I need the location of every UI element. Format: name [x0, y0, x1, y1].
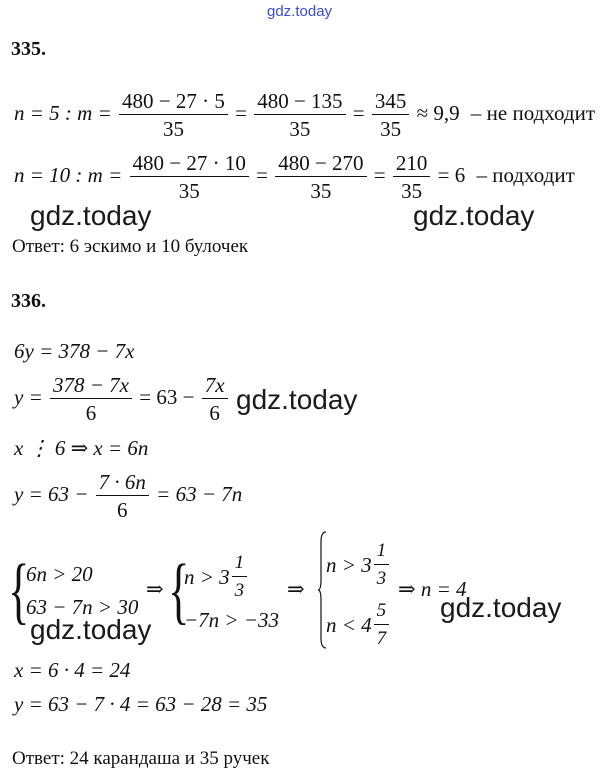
eq4-fraction	[96, 471, 149, 521]
system-2-brace: {	[168, 550, 190, 632]
eq2-fraction-2	[202, 374, 228, 424]
line2-fraction-2	[275, 152, 366, 202]
task-335-line-1: n = 5 : m = $\frac{480 - 27 \cdot 5}{35}$ = $\frac{480 - 135}{35}$ = $\frac{345}{35}$ ≈ 9,9 – не подходит	[14, 89, 595, 141]
system-2-row-2: −7n > −33	[184, 608, 280, 632]
system2-row1-fraction	[232, 552, 248, 602]
line1-tail: ≈ 9,9	[416, 100, 460, 125]
watermark-2: gdz.today	[413, 200, 535, 231]
fraction-numerator: 480 − 27 · 10	[130, 152, 249, 177]
fraction-denominator: 35	[178, 179, 200, 203]
fraction-denominator: 7	[376, 628, 387, 649]
arrow-2: ⇒	[287, 577, 305, 601]
eq2-mid: = 63 −	[139, 384, 195, 409]
line2-lhs: n = 10 : m =	[14, 162, 123, 187]
task-336-eq-2	[14, 374, 230, 424]
fraction-numerator: 480 − 27 · 5	[119, 90, 228, 115]
fraction-denominator: 6	[85, 401, 97, 425]
watermark-1: gdz.today	[30, 200, 152, 231]
system2-row1-pre: n > 3	[184, 565, 230, 589]
eq2-fraction-1	[50, 374, 132, 424]
line1-fraction-2	[254, 90, 345, 140]
line2-comment: – подходит	[476, 162, 575, 187]
line1-comment: – не подходит	[470, 100, 595, 125]
fraction-denominator: 35	[380, 117, 402, 141]
fraction-denominator: 3	[234, 580, 245, 601]
line2-tail: = 6	[437, 162, 466, 187]
eq4-lhs: y = 63 −	[14, 481, 89, 506]
eq2-lhs: y =	[14, 384, 43, 409]
fraction-denominator: 35	[401, 179, 423, 203]
fraction-numerator: 378 − 7x	[50, 374, 132, 399]
fraction-numerator: 1	[374, 540, 390, 565]
system-1-row-1: 6n > 20	[26, 562, 93, 586]
fraction-denominator: 6	[117, 498, 128, 522]
fraction-numerator: 480 − 270	[275, 152, 366, 177]
watermark-5: gdz.today	[30, 614, 152, 645]
watermark-4: gdz.today	[440, 592, 562, 623]
system-result: ⇒ n = 4	[398, 577, 467, 601]
task-335-number: 335.	[11, 38, 46, 60]
eq4-tail: = 63 − 7n	[156, 481, 243, 506]
system3-row1-fraction	[374, 540, 390, 590]
system-2-row-1	[184, 552, 249, 602]
fraction-denominator: 35	[162, 117, 184, 141]
fraction-denominator: 35	[310, 179, 332, 203]
fraction-numerator: 345	[372, 90, 410, 115]
task-336-eq-1: 6y = 378 − 7x	[14, 339, 135, 363]
watermark-3: gdz.today	[236, 384, 358, 415]
task-336-eq-6: y = 63 − 7 · 4 = 63 − 28 = 35	[14, 692, 268, 716]
system-1-row-2: 63 − 7n > 30	[26, 595, 139, 619]
arrow-1: ⇒	[146, 577, 164, 601]
fraction-denominator: 6	[209, 401, 220, 425]
task-336-eq-4	[14, 471, 242, 521]
task-335-line-2: n = 10 : m = $\frac{480 - 27 \cdot 10}{35}$ = $\frac{480 - 270}{35}$ = $\frac{210}{35}$ = 6 – подходит	[14, 151, 575, 203]
system3-row2-fraction	[374, 600, 390, 650]
line1-fraction-1	[119, 90, 228, 140]
line1-lhs: n = 5 : m =	[14, 100, 112, 125]
fraction-numerator: 1	[232, 552, 248, 577]
system3-row1-pre: n > 3	[326, 553, 372, 577]
fraction-denominator: 35	[289, 117, 311, 141]
fraction-numerator: 5	[374, 600, 390, 625]
fraction-numerator: 210	[393, 152, 431, 177]
line1-fraction-3	[372, 90, 410, 140]
fraction-numerator: 7x	[202, 374, 228, 399]
line2-fraction-1	[130, 152, 249, 202]
fraction-denominator: 3	[376, 568, 387, 589]
task-335-answer: Ответ: 6 эскимо и 10 булочек	[12, 236, 249, 257]
task-336-eq-5: x = 6 · 4 = 24	[14, 658, 131, 682]
system-1-brace: {	[8, 550, 30, 632]
task-336-answer: Ответ: 24 карандаша и 35 ручек	[12, 748, 270, 769]
system-3-row-1	[326, 540, 391, 590]
watermark-top: gdz.today	[267, 3, 333, 20]
fraction-numerator: 480 − 135	[254, 90, 345, 115]
task-336-number: 336.	[11, 290, 46, 312]
task-336-eq-3: x ⋮ 6 ⇒ x = 6n	[14, 436, 149, 460]
fraction-numerator: 7 · 6n	[96, 471, 149, 496]
line2-fraction-3	[393, 152, 431, 202]
system3-row2-pre: n < 4	[326, 613, 372, 637]
system-3-row-2	[326, 600, 391, 650]
